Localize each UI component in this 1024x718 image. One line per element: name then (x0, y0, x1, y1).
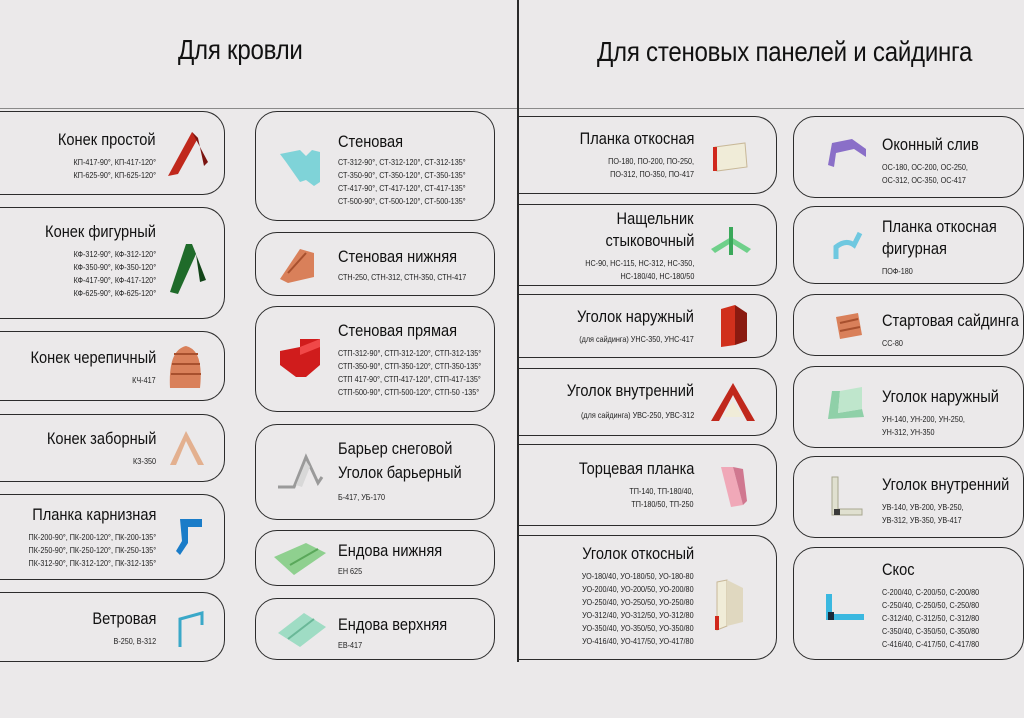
product-name-secondary: Уголок барьерный (338, 463, 462, 482)
product-name: Уголок внутренний (882, 475, 1010, 494)
product-card-outer-corner[interactable] (793, 366, 1024, 448)
simple-ridge-icon (164, 126, 212, 180)
product-codes: СТ-312-90°, СТ-312-120°, СТ-312-135° СТ-350-90°, СТ-350-120°, СТ-350-135° СТ-417-90°, СТ-417-120°, СТ-417-135° СТ-500-90°, СТ-500-120°, СТ-500-135° (338, 157, 466, 206)
product-name: Стеновая прямая (338, 321, 458, 340)
product-codes: СС-80 (882, 338, 903, 348)
product-codes: ТП-140, ТП-180/40, ТП-180/50, ТП-250 (629, 486, 694, 509)
straight-wall-strip-icon (276, 335, 326, 381)
product-codes: ПО-180, ПО-200, ПО-250, ПО-312, ПО-350, ПО-417 (608, 156, 694, 179)
product-name: Скос (882, 560, 915, 579)
product-card-eaves-strip[interactable] (0, 494, 225, 580)
product-name: Планка карнизная (31, 505, 156, 524)
product-card-shaped-slope-strip[interactable] (793, 206, 1024, 284)
product-codes: СТП-312-90°, СТП-312-120°, СТП-312-135° СТП-350-90°, СТП-350-120°, СТП-350-135° СТП 417-90°, СТП-417-120°, СТП-417-135° СТП-500-90°, СТП-500-120°, СТП-50 -135° (338, 348, 482, 397)
product-name: Конек заборный (46, 429, 156, 448)
product-codes: КП-417-90°, КП-417-120° КП-625-90°, КП-625-120° (73, 157, 156, 180)
fence-ridge-icon (166, 425, 208, 471)
product-name: Конек черепичный (30, 348, 156, 367)
product-codes: УВ-140, УВ-200, УВ-250, УВ-312, УВ-350, УВ-417 (882, 502, 964, 525)
product-codes: СТН-250, СТН-312, СТН-350, СТН-417 (338, 272, 467, 282)
outer-corner-icon (822, 383, 870, 427)
product-name: Уголок внутренний (566, 381, 694, 400)
product-name: Оконный слив (882, 135, 979, 154)
joint-cover-icon (707, 219, 755, 261)
product-name: Уголок наружный (882, 387, 999, 406)
product-name: Нащельник (617, 209, 694, 228)
product-card-inner-corner[interactable] (793, 456, 1024, 538)
product-name: Торцевая планка (578, 459, 694, 478)
product-name-secondary: фигурная (882, 239, 947, 258)
product-codes: Б-417, УБ-170 (338, 492, 386, 502)
product-card-simple-ridge[interactable] (0, 111, 225, 195)
product-codes: ЕВ-417 (338, 640, 363, 650)
lower-valley-icon (270, 535, 330, 581)
product-codes: В-250, В-312 (113, 636, 156, 646)
product-name: Конек фигурный (45, 222, 156, 241)
product-card-slope-strip[interactable] (519, 116, 777, 194)
product-card-joint-cover[interactable] (519, 204, 777, 286)
wall-section-title: Для стеновых панелей и сайдинга (597, 36, 973, 67)
product-card-wind-strip[interactable] (0, 592, 225, 662)
snow-barrier-icon (274, 447, 326, 493)
product-card-tile-ridge[interactable] (0, 331, 225, 401)
product-card-shaped-ridge[interactable] (0, 207, 225, 319)
inner-corner-icon (824, 471, 868, 519)
inner-corner-siding-icon (707, 377, 759, 427)
product-codes: (для сайдинга) УНС-350, УНС-417 (579, 334, 694, 344)
lower-wall-strip-icon (274, 243, 324, 287)
product-codes: КФ-312-90°, КФ-312-120° КФ-350-90°, КФ-350-120° КФ-417-90°, КФ-417-120° КФ-625-90°, КФ-625-120° (73, 249, 156, 298)
product-codes: ЕН 625 (338, 566, 363, 576)
product-card-lower-wall-strip[interactable] (255, 232, 495, 296)
product-card-slope-corner[interactable] (519, 535, 777, 660)
product-codes: С-200/40, С-200/50, С-200/80 С-250/40, С-250/50, С-250/80 С-312/40, С-312/50, С-312/80 С-350/40, С-350/50, С-350/80 С-416/40, С-417/50, С-417/80 (882, 587, 980, 649)
roof-header-rule (0, 108, 517, 109)
wall-strip-icon (276, 142, 326, 190)
product-name: Стеновая (338, 132, 404, 151)
product-name: Уголок наружный (577, 307, 694, 326)
product-name: Стартовая сайдинга (882, 311, 1019, 330)
wind-strip-icon (172, 607, 210, 649)
product-name: Планка откосная (882, 217, 997, 236)
product-card-outer-corner-siding[interactable] (519, 294, 777, 358)
product-card-inner-corner-siding[interactable] (519, 368, 777, 436)
slope-strip-icon (709, 137, 753, 177)
end-strip-icon (713, 461, 753, 511)
product-codes: ПК-200-90°, ПК-200-120°, ПК-200-135° ПК-250-90°, ПК-250-120°, ПК-250-135° ПК-312-90°, ПК-312-120°, ПК-312-135° (28, 532, 156, 568)
product-codes: ОС-180, ОС-200, ОС-250, ОС-312, ОС-350, ОС-417 (882, 162, 968, 185)
upper-valley-icon (274, 605, 330, 653)
product-card-snow-barrier[interactable] (255, 424, 495, 520)
starter-strip-icon (832, 309, 868, 343)
product-name: Планка откосная (579, 129, 694, 148)
outer-corner-siding-icon (713, 301, 753, 351)
product-name: Ендова верхняя (338, 615, 448, 634)
wall-header-rule (519, 108, 1024, 109)
product-name: Ендова нижняя (338, 541, 443, 560)
product-name: Стеновая нижняя (338, 247, 458, 266)
product-card-wall-strip[interactable] (255, 111, 495, 221)
tile-ridge-icon (164, 340, 206, 392)
product-card-end-strip[interactable] (519, 444, 777, 526)
product-card-lower-valley[interactable] (255, 530, 495, 586)
product-card-starter-strip[interactable] (793, 294, 1024, 356)
slope-corner-icon (709, 576, 753, 634)
product-codes: КЗ-350 (133, 456, 156, 466)
product-name: Конек простой (58, 130, 156, 149)
product-card-bevel-strip[interactable] (793, 547, 1024, 660)
product-codes: (для сайдинга) УВС-250, УВС-312 (580, 410, 694, 420)
eaves-strip-icon (172, 515, 206, 559)
product-card-fence-ridge[interactable] (0, 414, 225, 482)
bevel-strip-icon (820, 582, 870, 626)
product-name: Уголок откосный (581, 544, 694, 563)
product-name-secondary: стыковочный (605, 231, 694, 250)
shaped-ridge-icon (166, 236, 210, 296)
product-name: Барьер снеговой (338, 439, 453, 458)
product-codes: КЧ-417 (132, 375, 156, 385)
window-sill-icon (824, 135, 870, 175)
product-codes: УН-140, УН-200, УН-250, УН-312, УН-350 (882, 414, 965, 437)
product-card-window-sill[interactable] (793, 116, 1024, 198)
shaped-slope-strip-icon (830, 225, 866, 265)
product-codes: ПОФ-180 (882, 266, 913, 276)
product-card-upper-valley[interactable] (255, 598, 495, 660)
product-codes: УО-180/40, УО-180/50, УО-180-80 УО-200/40, УО-200/50, УО-200/80 УО-250/40, УО-250/50, УО-250/80 УО-312/40, УО-312/50, УО-312/80 УО-350/40, УО-350/50, УО-350/80 УО-416/40, УО-417/50, УО-417/80 (582, 571, 694, 646)
product-card-straight-wall-strip[interactable] (255, 306, 495, 412)
roof-section-title: Для кровли (178, 34, 303, 65)
product-codes: НС-90, НС-115, НС-312, НС-350, НС-180/40, НС-180/50 (584, 258, 694, 281)
product-name: Ветровая (91, 609, 156, 628)
